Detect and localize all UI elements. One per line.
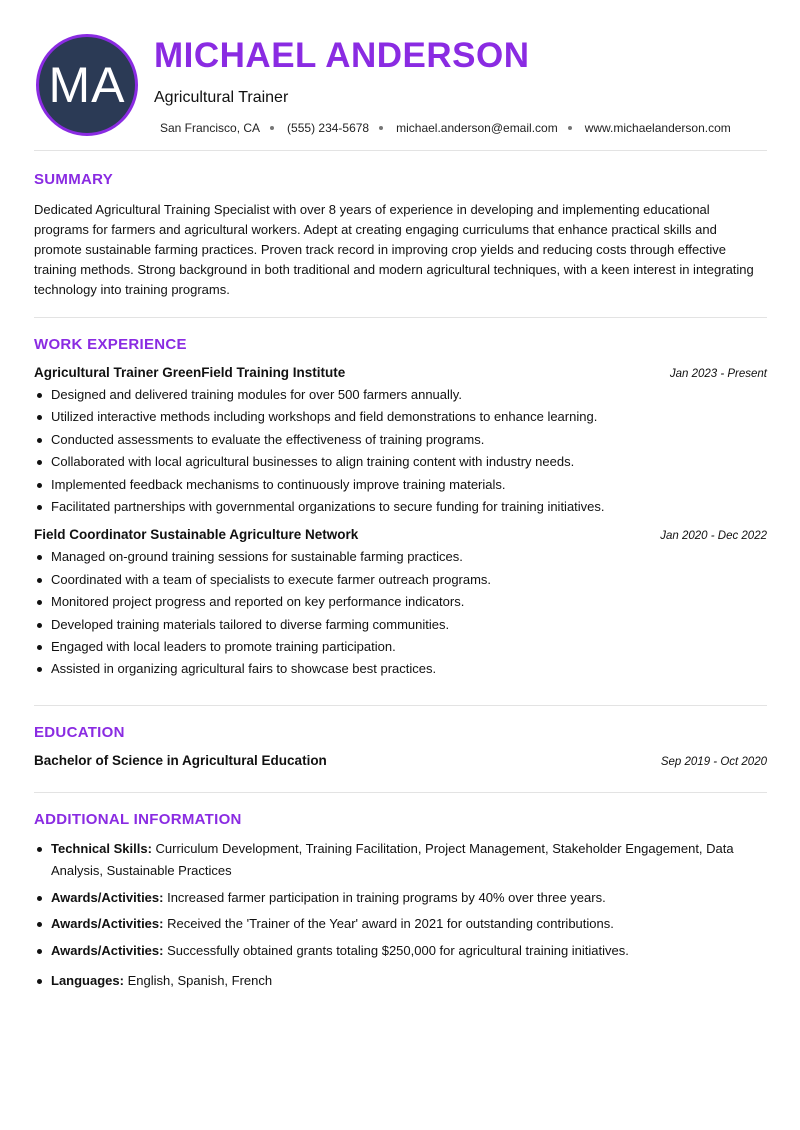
item-text: Received the 'Trainer of the Year' award in 2021 for outstanding contributions. <box>167 916 614 932</box>
experience-section <box>34 318 767 705</box>
email-link[interactable]: michael.anderson@email.com <box>396 121 558 135</box>
separator-dot-icon <box>379 126 383 130</box>
job-entry <box>34 365 767 518</box>
list-item <box>34 940 767 962</box>
summary-section <box>34 151 767 317</box>
contact-bar <box>160 121 731 135</box>
degree: Bachelor of Science in Agricultural Education <box>34 752 327 768</box>
phone[interactable]: (555) 234-5678 <box>287 121 370 135</box>
section-title-additional: ADDITIONAL INFORMATION <box>34 810 242 828</box>
job-header <box>34 365 767 380</box>
list-item <box>34 913 767 935</box>
section-title-education: EDUCATION <box>34 723 125 741</box>
job-dates: Jan 2020 - Dec 2022 <box>660 530 767 543</box>
list-item: Designed and delivered training modules for over 500 farmers annually. <box>34 384 767 406</box>
separator-dot-icon <box>270 126 274 130</box>
education-entry <box>34 753 767 768</box>
item-label: Technical Skills: <box>51 840 152 856</box>
list-item: Utilized interactive methods including workshops and field demonstrations to enhance learning. <box>34 406 767 428</box>
job-dates: Jan 2023 - Present <box>669 368 767 380</box>
list-item: Developed training materials tailored to diverse farming communities. <box>34 614 767 636</box>
section-title-experience: WORK EXPERIENCE <box>34 336 187 353</box>
list-item: Assisted in organizing agricultural fairs to showcase best practices. <box>34 658 767 680</box>
item-label: Awards/Activities: <box>51 916 164 932</box>
resume-header <box>34 0 767 150</box>
education-dates: Sep 2019 - Oct 2020 <box>660 755 767 768</box>
location: San Francisco, CA <box>160 121 261 135</box>
list-item: Implemented feedback mechanisms to continuously improve training materials. <box>34 474 767 496</box>
list-item <box>34 887 767 909</box>
education-section <box>34 706 767 792</box>
list-item: Coordinated with a team of specialists to execute farmer outreach programs. <box>34 569 767 591</box>
additional-list <box>34 838 767 992</box>
item-label: Awards/Activities: <box>51 889 164 905</box>
section-title-summary: SUMMARY <box>34 171 114 188</box>
job-position: Agricultural Trainer GreenField Training Institute <box>34 365 346 380</box>
list-item: Facilitated partnerships with governmental organizations to secure funding for training initiatives. <box>34 496 767 518</box>
avatar: MA <box>36 34 138 136</box>
separator-dot-icon <box>568 126 572 130</box>
website-link[interactable]: www.michaelanderson.com <box>584 121 731 135</box>
job-position: Field Coordinator Sustainable Agriculture Network <box>34 527 359 543</box>
list-item <box>34 838 767 883</box>
item-text: English, Spanish, French <box>127 972 273 988</box>
item-label: Awards/Activities: <box>51 942 164 958</box>
candidate-name: MICHAEL ANDERSON <box>154 36 530 75</box>
item-text: Curriculum Development, Training Facilitation, Project Management, Stakeholder Engagement, Data Analysis, Sustainable Practices <box>51 840 734 879</box>
list-item: Conducted assessments to evaluate the effectiveness of training programs. <box>34 429 767 451</box>
list-item: Collaborated with local agricultural businesses to align training content with industry needs. <box>34 451 767 473</box>
job-entry <box>34 527 767 680</box>
job-title: Agricultural Trainer <box>154 89 289 106</box>
list-item <box>34 970 767 992</box>
additional-section <box>34 793 767 992</box>
list-item: Engaged with local leaders to promote training participation. <box>34 636 767 658</box>
job-bullets <box>34 384 767 518</box>
list-item: Managed on-ground training sessions for sustainable farming practices. <box>34 546 767 568</box>
item-text: Successfully obtained grants totaling $250,000 for agricultural training initiatives. <box>167 942 629 958</box>
item-label: Languages: <box>51 972 124 988</box>
summary-text: Dedicated Agricultural Training Specialist with over 8 years of experience in developing and implementing educational programs for farmers and agricultural workers. Adept at creating engaging curriculums that enhance practical skills and promote sustainable farming practices. Proven track record in improving crop yields and reducing costs through effective training methods. Strong background in both traditional and modern agricultural techniques, with a keen interest in integrating technology into training programs. <box>34 202 754 297</box>
job-header <box>34 527 767 542</box>
list-item: Monitored project progress and reported on key performance indicators. <box>34 591 767 613</box>
item-text: Increased farmer participation in training programs by 40% over three years. <box>167 889 606 905</box>
job-bullets <box>34 546 767 680</box>
